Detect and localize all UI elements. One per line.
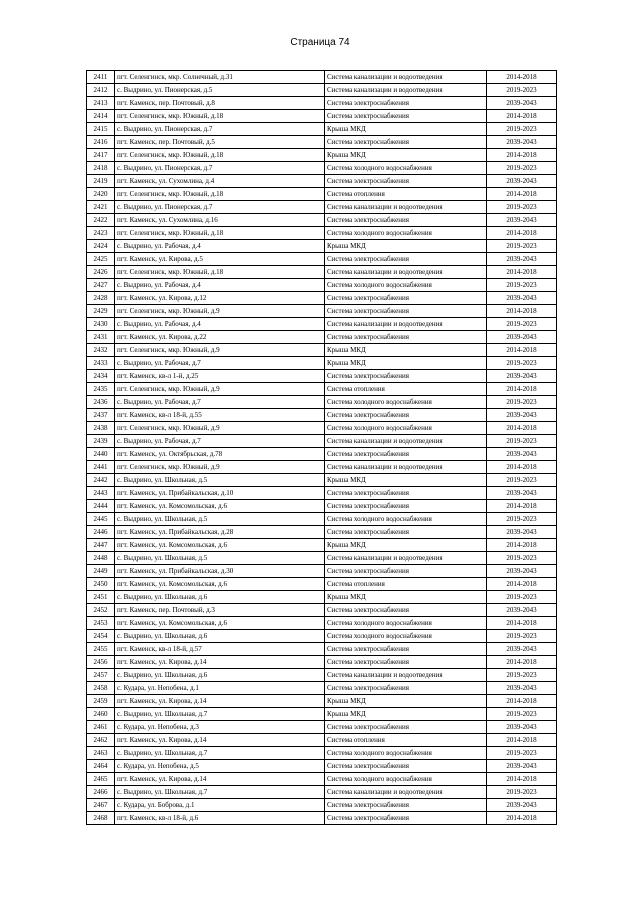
table-row bbox=[87, 604, 557, 617]
period-cell: 2014-2018 bbox=[487, 422, 557, 435]
table-row bbox=[87, 734, 557, 747]
address-cell: пгт. Каменск, пер. Почтовый, д.5 bbox=[115, 136, 325, 149]
row-number-cell: 2458 bbox=[87, 682, 115, 695]
period-cell: 2039-2043 bbox=[487, 214, 557, 227]
row-number-cell: 2438 bbox=[87, 422, 115, 435]
address-cell: с. Выдрино, ул. Школьная, д.7 bbox=[115, 708, 325, 721]
row-number-cell: 2440 bbox=[87, 448, 115, 461]
address-cell: с. Выдрино, ул. Рабочая, д.7 bbox=[115, 435, 325, 448]
row-number-cell: 2417 bbox=[87, 149, 115, 162]
address-cell: пгт. Каменск, ул. Кирова, д.14 bbox=[115, 656, 325, 669]
table-row bbox=[87, 71, 557, 84]
period-cell: 2014-2018 bbox=[487, 383, 557, 396]
row-number-cell: 2464 bbox=[87, 760, 115, 773]
address-cell: с. Выдрино, ул. Рабочая, д.4 bbox=[115, 279, 325, 292]
system-cell: Система канализации и водоотведения bbox=[325, 461, 487, 474]
address-cell: с. Кудара, ул. Непобена, д.1 bbox=[115, 682, 325, 695]
period-cell: 2039-2043 bbox=[487, 643, 557, 656]
system-cell: Система отопления bbox=[325, 188, 487, 201]
row-number-cell: 2419 bbox=[87, 175, 115, 188]
period-cell: 2039-2043 bbox=[487, 487, 557, 500]
row-number-cell: 2428 bbox=[87, 292, 115, 305]
row-number-cell: 2467 bbox=[87, 799, 115, 812]
period-cell: 2019-2023 bbox=[487, 318, 557, 331]
period-cell: 2014-2018 bbox=[487, 500, 557, 513]
period-cell: 2014-2018 bbox=[487, 305, 557, 318]
system-cell: Система холодного водоснабжения bbox=[325, 162, 487, 175]
period-cell: 2019-2023 bbox=[487, 162, 557, 175]
period-cell: 2039-2043 bbox=[487, 253, 557, 266]
system-cell: Система канализации и водоотведения bbox=[325, 318, 487, 331]
system-cell: Система электроснабжения bbox=[325, 643, 487, 656]
row-number-cell: 2413 bbox=[87, 97, 115, 110]
period-cell: 2019-2023 bbox=[487, 396, 557, 409]
table-row bbox=[87, 630, 557, 643]
address-cell: пгт. Каменск, ул. Кирова, д.5 bbox=[115, 253, 325, 266]
address-cell: пгт. Каменск, ул. Комсомольская, д.6 bbox=[115, 500, 325, 513]
period-cell: 2014-2018 bbox=[487, 266, 557, 279]
period-cell: 2039-2043 bbox=[487, 292, 557, 305]
row-number-cell: 2450 bbox=[87, 578, 115, 591]
address-cell: с. Выдрино, ул. Школьная, д.6 bbox=[115, 591, 325, 604]
table-row bbox=[87, 474, 557, 487]
table-row bbox=[87, 695, 557, 708]
system-cell: Система канализации и водоотведения bbox=[325, 266, 487, 279]
row-number-cell: 2465 bbox=[87, 773, 115, 786]
table-row bbox=[87, 344, 557, 357]
system-cell: Система электроснабжения bbox=[325, 812, 487, 825]
system-cell: Система холодного водоснабжения bbox=[325, 513, 487, 526]
period-cell: 2039-2043 bbox=[487, 721, 557, 734]
row-number-cell: 2447 bbox=[87, 539, 115, 552]
address-cell: пгт. Селенгинск, мкр. Южный, д.9 bbox=[115, 461, 325, 474]
system-cell: Крыша МКД bbox=[325, 695, 487, 708]
address-cell: с. Кудара, ул. Непобена, д.3 bbox=[115, 721, 325, 734]
page-number-header: Страница 74 bbox=[290, 37, 350, 48]
table-row bbox=[87, 721, 557, 734]
row-number-cell: 2451 bbox=[87, 591, 115, 604]
address-cell: пгт. Каменск, ул. Комсомольская, д.6 bbox=[115, 617, 325, 630]
address-cell: пгт. Каменск, ул. Сухомлина, д.4 bbox=[115, 175, 325, 188]
period-cell: 2039-2043 bbox=[487, 604, 557, 617]
table-row bbox=[87, 760, 557, 773]
row-number-cell: 2431 bbox=[87, 331, 115, 344]
table-row bbox=[87, 643, 557, 656]
period-cell: 2014-2018 bbox=[487, 617, 557, 630]
table-row bbox=[87, 396, 557, 409]
system-cell: Система канализации и водоотведения bbox=[325, 552, 487, 565]
row-number-cell: 2418 bbox=[87, 162, 115, 175]
period-cell: 2019-2023 bbox=[487, 630, 557, 643]
row-number-cell: 2459 bbox=[87, 695, 115, 708]
system-cell: Система электроснабжения bbox=[325, 292, 487, 305]
row-number-cell: 2416 bbox=[87, 136, 115, 149]
row-number-cell: 2425 bbox=[87, 253, 115, 266]
system-cell: Крыша МКД bbox=[325, 123, 487, 136]
address-cell: с. Кудара, ул. Боброва, д.1 bbox=[115, 799, 325, 812]
system-cell: Система отопления bbox=[325, 734, 487, 747]
address-cell: пгт. Каменск, ул. Сухомлина, д.16 bbox=[115, 214, 325, 227]
table-row bbox=[87, 149, 557, 162]
period-cell: 2039-2043 bbox=[487, 175, 557, 188]
table-row bbox=[87, 539, 557, 552]
row-number-cell: 2414 bbox=[87, 110, 115, 123]
system-cell: Система канализации и водоотведения bbox=[325, 201, 487, 214]
system-cell: Крыша МКД bbox=[325, 357, 487, 370]
address-cell: пгт. Селенгинск, мкр. Южный, д.9 bbox=[115, 383, 325, 396]
period-cell: 2039-2043 bbox=[487, 136, 557, 149]
table-row bbox=[87, 305, 557, 318]
table-row bbox=[87, 422, 557, 435]
row-number-cell: 2442 bbox=[87, 474, 115, 487]
system-cell: Система электроснабжения bbox=[325, 487, 487, 500]
row-number-cell: 2421 bbox=[87, 201, 115, 214]
address-cell: с. Выдрино, ул. Рабочая, д.7 bbox=[115, 396, 325, 409]
row-number-cell: 2436 bbox=[87, 396, 115, 409]
table-row bbox=[87, 318, 557, 331]
system-cell: Система электроснабжения bbox=[325, 110, 487, 123]
system-cell: Система электроснабжения bbox=[325, 136, 487, 149]
table-row bbox=[87, 110, 557, 123]
table-row bbox=[87, 227, 557, 240]
system-cell: Система электроснабжения bbox=[325, 565, 487, 578]
table-row bbox=[87, 136, 557, 149]
table-row bbox=[87, 266, 557, 279]
period-cell: 2039-2043 bbox=[487, 331, 557, 344]
period-cell: 2039-2043 bbox=[487, 565, 557, 578]
system-cell: Система электроснабжения bbox=[325, 760, 487, 773]
table-row bbox=[87, 253, 557, 266]
address-cell: пгт. Каменск, ул. Кирова, д.14 bbox=[115, 695, 325, 708]
system-cell: Система электроснабжения bbox=[325, 682, 487, 695]
period-cell: 2019-2023 bbox=[487, 474, 557, 487]
system-cell: Система электроснабжения bbox=[325, 721, 487, 734]
row-number-cell: 2468 bbox=[87, 812, 115, 825]
period-cell: 2039-2043 bbox=[487, 760, 557, 773]
period-cell: 2014-2018 bbox=[487, 656, 557, 669]
period-cell: 2014-2018 bbox=[487, 110, 557, 123]
table-row bbox=[87, 617, 557, 630]
system-cell: Система холодного водоснабжения bbox=[325, 630, 487, 643]
period-cell: 2039-2043 bbox=[487, 526, 557, 539]
repair-schedule-table bbox=[86, 70, 557, 825]
table-row bbox=[87, 435, 557, 448]
period-cell: 2014-2018 bbox=[487, 71, 557, 84]
period-cell: 2014-2018 bbox=[487, 227, 557, 240]
row-number-cell: 2415 bbox=[87, 123, 115, 136]
address-cell: с. Выдрино, ул. Рабочая, д.7 bbox=[115, 357, 325, 370]
row-number-cell: 2420 bbox=[87, 188, 115, 201]
address-cell: с. Выдрино, ул. Пионерская, д.7 bbox=[115, 201, 325, 214]
system-cell: Система холодного водоснабжения bbox=[325, 227, 487, 240]
system-cell: Система канализации и водоотведения bbox=[325, 669, 487, 682]
table-row bbox=[87, 786, 557, 799]
period-cell: 2019-2023 bbox=[487, 435, 557, 448]
address-cell: пгт. Каменск, ул. Комсомольская, д.6 bbox=[115, 578, 325, 591]
address-cell: с. Кудара, ул. Непобена, д.5 bbox=[115, 760, 325, 773]
system-cell: Крыша МКД bbox=[325, 149, 487, 162]
system-cell: Система холодного водоснабжения bbox=[325, 617, 487, 630]
table-row bbox=[87, 708, 557, 721]
address-cell: пгт. Селенгинск, мкр. Южный, д.9 bbox=[115, 422, 325, 435]
period-cell: 2014-2018 bbox=[487, 461, 557, 474]
system-cell: Система электроснабжения bbox=[325, 604, 487, 617]
period-cell: 2019-2023 bbox=[487, 357, 557, 370]
system-cell: Система электроснабжения bbox=[325, 370, 487, 383]
period-cell: 2019-2023 bbox=[487, 279, 557, 292]
system-cell: Система канализации и водоотведения bbox=[325, 84, 487, 97]
table-row bbox=[87, 487, 557, 500]
table-row bbox=[87, 682, 557, 695]
address-cell: с. Выдрино, ул. Пионерская, д.7 bbox=[115, 162, 325, 175]
address-cell: с. Выдрино, ул. Школьная, д.5 bbox=[115, 552, 325, 565]
row-number-cell: 2426 bbox=[87, 266, 115, 279]
row-number-cell: 2455 bbox=[87, 643, 115, 656]
address-cell: пгт. Каменск, ул. Комсомольская, д.6 bbox=[115, 539, 325, 552]
address-cell: пгт. Каменск, ул. Октябрьская, д.78 bbox=[115, 448, 325, 461]
table-row bbox=[87, 292, 557, 305]
system-cell: Система канализации и водоотведения bbox=[325, 435, 487, 448]
table-row bbox=[87, 409, 557, 422]
address-cell: пгт. Каменск, ул. Прибайкальская, д.30 bbox=[115, 565, 325, 578]
system-cell: Система холодного водоснабжения bbox=[325, 396, 487, 409]
address-cell: пгт. Каменск, кв-л 1-й, д.25 bbox=[115, 370, 325, 383]
row-number-cell: 2424 bbox=[87, 240, 115, 253]
address-cell: с. Выдрино, ул. Пионерская, д.5 bbox=[115, 84, 325, 97]
row-number-cell: 2446 bbox=[87, 526, 115, 539]
period-cell: 2014-2018 bbox=[487, 695, 557, 708]
period-cell: 2039-2043 bbox=[487, 682, 557, 695]
period-cell: 2039-2043 bbox=[487, 409, 557, 422]
address-cell: пгт. Каменск, ул. Кирова, д.14 bbox=[115, 734, 325, 747]
system-cell: Система отопления bbox=[325, 578, 487, 591]
system-cell: Система холодного водоснабжения bbox=[325, 773, 487, 786]
system-cell: Система электроснабжения bbox=[325, 448, 487, 461]
row-number-cell: 2437 bbox=[87, 409, 115, 422]
table-row bbox=[87, 526, 557, 539]
address-cell: с. Выдрино, ул. Пионерская, д.7 bbox=[115, 123, 325, 136]
system-cell: Крыша МКД bbox=[325, 240, 487, 253]
system-cell: Система электроснабжения bbox=[325, 253, 487, 266]
table-row bbox=[87, 669, 557, 682]
period-cell: 2019-2023 bbox=[487, 240, 557, 253]
period-cell: 2019-2023 bbox=[487, 123, 557, 136]
address-cell: пгт. Селенгинск, мкр. Южный, д.18 bbox=[115, 149, 325, 162]
period-cell: 2014-2018 bbox=[487, 812, 557, 825]
row-number-cell: 2463 bbox=[87, 747, 115, 760]
row-number-cell: 2441 bbox=[87, 461, 115, 474]
address-cell: пгт. Каменск, кв-л 18-й, д.57 bbox=[115, 643, 325, 656]
address-cell: пгт. Каменск, ул. Кирова, д.22 bbox=[115, 331, 325, 344]
address-cell: пгт. Каменск, ул. Кирова, д.12 bbox=[115, 292, 325, 305]
table-row bbox=[87, 656, 557, 669]
system-cell: Система электроснабжения bbox=[325, 526, 487, 539]
period-cell: 2014-2018 bbox=[487, 773, 557, 786]
row-number-cell: 2432 bbox=[87, 344, 115, 357]
address-cell: пгт. Каменск, кв-л 18-й, д.6 bbox=[115, 812, 325, 825]
row-number-cell: 2460 bbox=[87, 708, 115, 721]
address-cell: пгт. Каменск, кв-л 18-й, д.55 bbox=[115, 409, 325, 422]
row-number-cell: 2449 bbox=[87, 565, 115, 578]
period-cell: 2019-2023 bbox=[487, 84, 557, 97]
system-cell: Система электроснабжения bbox=[325, 799, 487, 812]
row-number-cell: 2422 bbox=[87, 214, 115, 227]
table-row bbox=[87, 565, 557, 578]
system-cell: Система электроснабжения bbox=[325, 409, 487, 422]
period-cell: 2039-2043 bbox=[487, 370, 557, 383]
address-cell: пгт. Селенгинск, мкр. Южный, д.18 bbox=[115, 266, 325, 279]
row-number-cell: 2456 bbox=[87, 656, 115, 669]
table-row bbox=[87, 591, 557, 604]
address-cell: с. Выдрино, ул. Школьная, д.6 bbox=[115, 630, 325, 643]
row-number-cell: 2412 bbox=[87, 84, 115, 97]
table-row bbox=[87, 578, 557, 591]
table-row bbox=[87, 240, 557, 253]
period-cell: 2014-2018 bbox=[487, 539, 557, 552]
row-number-cell: 2444 bbox=[87, 500, 115, 513]
address-cell: пгт. Каменск, ул. Кирова, д.14 bbox=[115, 773, 325, 786]
row-number-cell: 2457 bbox=[87, 669, 115, 682]
system-cell: Крыша МКД bbox=[325, 474, 487, 487]
address-cell: с. Выдрино, ул. Школьная, д.5 bbox=[115, 513, 325, 526]
period-cell: 2019-2023 bbox=[487, 708, 557, 721]
address-cell: с. Выдрино, ул. Школьная, д.7 bbox=[115, 786, 325, 799]
row-number-cell: 2439 bbox=[87, 435, 115, 448]
system-cell: Система канализации и водоотведения bbox=[325, 71, 487, 84]
period-cell: 2039-2043 bbox=[487, 448, 557, 461]
system-cell: Система электроснабжения bbox=[325, 214, 487, 227]
table-row bbox=[87, 383, 557, 396]
table-row bbox=[87, 448, 557, 461]
system-cell: Система холодного водоснабжения bbox=[325, 422, 487, 435]
address-cell: пгт. Каменск, пер. Почтовый, д.8 bbox=[115, 97, 325, 110]
row-number-cell: 2453 bbox=[87, 617, 115, 630]
table-row bbox=[87, 461, 557, 474]
period-cell: 2019-2023 bbox=[487, 747, 557, 760]
system-cell: Система электроснабжения bbox=[325, 331, 487, 344]
row-number-cell: 2411 bbox=[87, 71, 115, 84]
system-cell: Крыша МКД bbox=[325, 344, 487, 357]
row-number-cell: 2430 bbox=[87, 318, 115, 331]
system-cell: Система холодного водоснабжения bbox=[325, 279, 487, 292]
system-cell: Система электроснабжения bbox=[325, 175, 487, 188]
row-number-cell: 2427 bbox=[87, 279, 115, 292]
table-row bbox=[87, 188, 557, 201]
period-cell: 2019-2023 bbox=[487, 669, 557, 682]
address-cell: пгт. Селенгинск, мкр. Южный, д.9 bbox=[115, 344, 325, 357]
address-cell: пгт. Селенгинск, мкр. Южный, д.9 bbox=[115, 305, 325, 318]
row-number-cell: 2433 bbox=[87, 357, 115, 370]
row-number-cell: 2466 bbox=[87, 786, 115, 799]
row-number-cell: 2429 bbox=[87, 305, 115, 318]
row-number-cell: 2462 bbox=[87, 734, 115, 747]
system-cell: Крыша МКД bbox=[325, 591, 487, 604]
address-cell: с. Выдрино, ул. Школьная, д.7 bbox=[115, 747, 325, 760]
address-cell: пгт. Селенгинск, мкр. Южный, д.18 bbox=[115, 188, 325, 201]
address-cell: пгт. Селенгинск, мкр. Южный, д.18 bbox=[115, 227, 325, 240]
address-cell: пгт. Селенгинск, мкр. Солнечный, д.31 bbox=[115, 71, 325, 84]
period-cell: 2014-2018 bbox=[487, 734, 557, 747]
table-row bbox=[87, 370, 557, 383]
period-cell: 2039-2043 bbox=[487, 97, 557, 110]
period-cell: 2019-2023 bbox=[487, 201, 557, 214]
period-cell: 2019-2023 bbox=[487, 552, 557, 565]
period-cell: 2019-2023 bbox=[487, 786, 557, 799]
row-number-cell: 2461 bbox=[87, 721, 115, 734]
table-row bbox=[87, 773, 557, 786]
system-cell: Система холодного водоснабжения bbox=[325, 747, 487, 760]
address-cell: с. Выдрино, ул. Школьная, д.6 bbox=[115, 669, 325, 682]
address-cell: пгт. Каменск, ул. Прибайкальская, д.10 bbox=[115, 487, 325, 500]
table-row bbox=[87, 123, 557, 136]
period-cell: 2019-2023 bbox=[487, 513, 557, 526]
address-cell: с. Выдрино, ул. Рабочая, д.4 bbox=[115, 240, 325, 253]
system-cell: Система электроснабжения bbox=[325, 305, 487, 318]
table-row bbox=[87, 747, 557, 760]
address-cell: с. Выдрино, ул. Школьная, д.5 bbox=[115, 474, 325, 487]
table-row bbox=[87, 513, 557, 526]
period-cell: 2039-2043 bbox=[487, 799, 557, 812]
system-cell: Крыша МКД bbox=[325, 539, 487, 552]
row-number-cell: 2445 bbox=[87, 513, 115, 526]
table-row bbox=[87, 162, 557, 175]
period-cell: 2014-2018 bbox=[487, 188, 557, 201]
row-number-cell: 2435 bbox=[87, 383, 115, 396]
address-cell: пгт. Каменск, пер. Почтовый, д.3 bbox=[115, 604, 325, 617]
system-cell: Система канализации и водоотведения bbox=[325, 786, 487, 799]
period-cell: 2019-2023 bbox=[487, 591, 557, 604]
table-row bbox=[87, 279, 557, 292]
system-cell: Система электроснабжения bbox=[325, 500, 487, 513]
table-row bbox=[87, 500, 557, 513]
period-cell: 2014-2018 bbox=[487, 149, 557, 162]
table-row bbox=[87, 799, 557, 812]
table-row bbox=[87, 175, 557, 188]
address-cell: пгт. Каменск, ул. Прибайкальская, д.28 bbox=[115, 526, 325, 539]
system-cell: Крыша МКД bbox=[325, 708, 487, 721]
table-row bbox=[87, 84, 557, 97]
row-number-cell: 2452 bbox=[87, 604, 115, 617]
address-cell: пгт. Селенгинск, мкр. Южный, д.18 bbox=[115, 110, 325, 123]
row-number-cell: 2443 bbox=[87, 487, 115, 500]
table-row bbox=[87, 812, 557, 825]
table-row bbox=[87, 331, 557, 344]
address-cell: с. Выдрино, ул. Рабочая, д.4 bbox=[115, 318, 325, 331]
table-row bbox=[87, 357, 557, 370]
row-number-cell: 2454 bbox=[87, 630, 115, 643]
row-number-cell: 2434 bbox=[87, 370, 115, 383]
row-number-cell: 2448 bbox=[87, 552, 115, 565]
row-number-cell: 2423 bbox=[87, 227, 115, 240]
system-cell: Система электроснабжения bbox=[325, 97, 487, 110]
table-row bbox=[87, 552, 557, 565]
table-row bbox=[87, 97, 557, 110]
period-cell: 2014-2018 bbox=[487, 578, 557, 591]
table-row bbox=[87, 201, 557, 214]
system-cell: Система отопления bbox=[325, 383, 487, 396]
table-row bbox=[87, 214, 557, 227]
period-cell: 2014-2018 bbox=[487, 344, 557, 357]
system-cell: Система электроснабжения bbox=[325, 656, 487, 669]
